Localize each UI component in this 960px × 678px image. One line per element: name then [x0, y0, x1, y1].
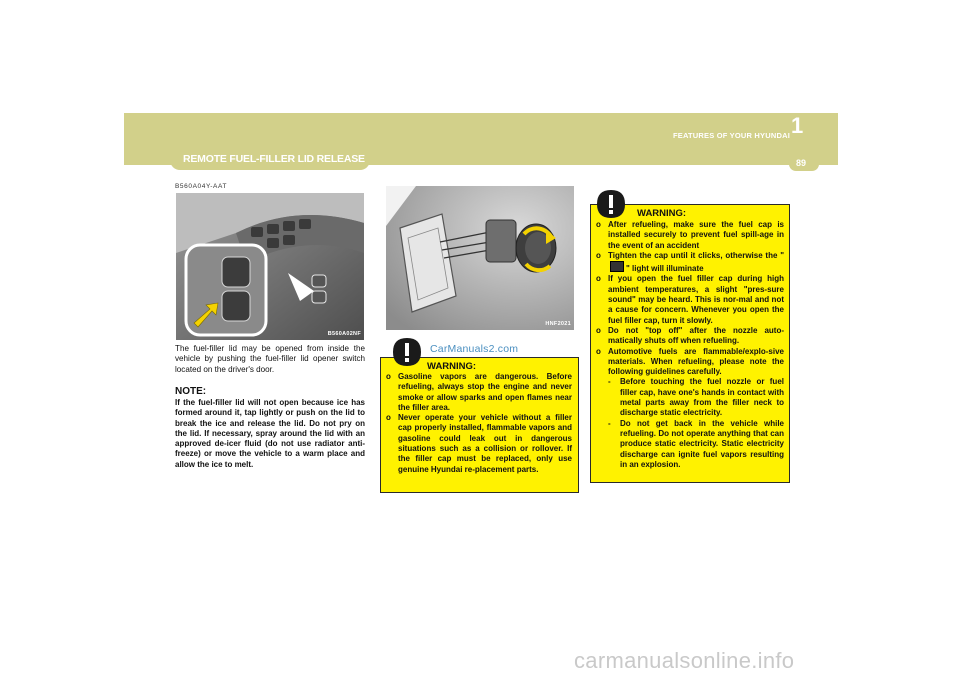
warning-item: o Never operate your vehicle without a filler cap properly installed, flammable vapors and gasoline could leak out in dangerous situations such as a collision or rollover. If the filler cap must be replaced, only use genuine Hyundai re-placement parts. — [386, 413, 572, 474]
warning-icon — [596, 189, 626, 219]
warning-icon — [392, 337, 422, 367]
page-number: 89 — [796, 158, 807, 168]
warning-title: WARNING: — [637, 208, 687, 219]
fuel-cap-warning-icon — [610, 261, 624, 272]
door-switch-photo — [176, 193, 364, 340]
note-text: If the fuel-filler lid will not open because ice has formed around it, tap lightly or push on the lid to break the ice and release the lid. Do not pry on the lid. If necessary, spray around the lid with an approved de-icer fluid (do not use radiator anti-freeze) or move the vehicle to a warm place and allow the ice to melt. — [175, 398, 365, 469]
fuel-lid-illustration — [386, 186, 574, 330]
warning-subitem: - Do not get back in the vehicle while refueling. Do not operate anything that can produce static electricity. Static electricity discharge can ignite fuel vapors resulting in an explosion. — [608, 418, 784, 469]
chapter-label: FEATURES OF YOUR HYUNDAI — [672, 131, 790, 140]
body-text: The fuel-filler lid may be opened from inside the vehicle by pushing the fuel-filler lid opener switch located on the driver's door. — [175, 344, 365, 374]
warning-item: o If you open the fuel filler cap during high ambient temperatures, a slight "pres-sure sound" may be heard. This is nor-mal and not a cause for concern. Whenever you open the fuel filler cap, turn it slowly. — [596, 274, 784, 325]
warning-item: o Tighten the cap until it clicks, otherwise the "" light will illuminate — [596, 250, 784, 274]
warning-list — [596, 220, 784, 470]
fuel-lid-photo — [386, 186, 574, 330]
photo-caption: HNF2021 — [545, 321, 571, 327]
warning-item: o Automotive fuels are flammable/explo-sive materials. When refueling, please note the following guidelines carefully. — [596, 346, 784, 377]
warning-item: o Gasoline vapors are dangerous. Before refueling, always stop the engine and never smoke or allow sparks and open flames near the filler area. — [386, 372, 572, 412]
footer-watermark: carmanualsonline.info — [574, 648, 795, 673]
photo-caption: B560A02NF — [327, 331, 361, 337]
door-switch-illustration — [176, 193, 364, 340]
section-title: REMOTE FUEL-FILLER LID RELEASE — [183, 153, 365, 165]
warning-list — [386, 372, 572, 475]
warning-subitem: - Before touching the fuel nozzle or fuel filler cap, have one's hands in contact with metal parts away from the filler neck to discharge static electricity. — [608, 377, 784, 418]
section-code: B560A04Y-AAT — [175, 183, 228, 190]
watermark: CarManuals2.com — [430, 343, 519, 355]
warning-item: o Do not "top off" after the nozzle auto-matically shuts off when refueling. — [596, 325, 784, 346]
warning-title: WARNING: — [427, 361, 477, 372]
note-title: NOTE: — [175, 386, 207, 397]
chapter-number: 1 — [791, 113, 804, 138]
warning-item: o After refueling, make sure the fuel cap is installed securely to prevent fuel spill-age in the event of an accident — [596, 220, 784, 250]
